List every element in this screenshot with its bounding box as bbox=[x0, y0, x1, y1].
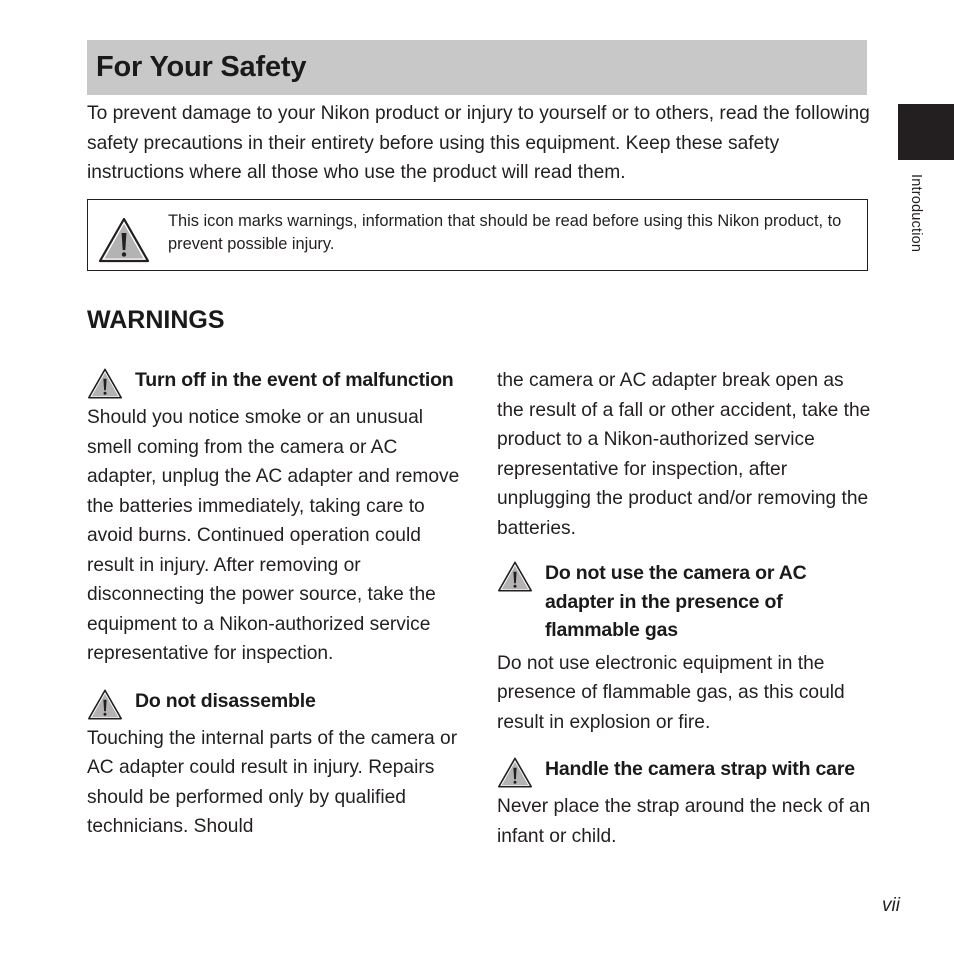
warning-triangle-icon bbox=[87, 368, 123, 399]
warning-item-body-continued: the camera or AC adapter break open as the result of a fall or other accident, take the product to a Nikon-authorized service representative for inspection, after unplugging the product and/or removing the batteries. bbox=[497, 370, 871, 539]
warning-item-body: Never place the strap around the neck of an infant or child. bbox=[497, 796, 871, 847]
notice-text: This icon marks warnings, information that should be read before using this Nikon product, to prevent possible injury. bbox=[168, 212, 842, 253]
page-number: vii bbox=[882, 895, 900, 916]
warning-item-header bbox=[87, 366, 462, 399]
notice-box bbox=[87, 199, 868, 271]
section-label: Introduction bbox=[908, 174, 924, 253]
warning-item bbox=[497, 559, 872, 737]
warning-item-body: Touching the internal parts of the camera or AC adapter could result in injury. Repairs should be performed only by qualified technicians. Should bbox=[87, 727, 458, 837]
page-title: For Your Safety bbox=[96, 51, 307, 83]
warning-item-body: Do not use electronic equipment in the presence of flammable gas, as this could result in explosion or fire. bbox=[497, 652, 845, 733]
warning-triangle-icon bbox=[497, 757, 533, 788]
warning-item bbox=[87, 687, 462, 842]
warning-item-title: Do not disassemble bbox=[135, 689, 316, 712]
warning-triangle-icon bbox=[497, 561, 533, 592]
warning-triangle-icon bbox=[98, 217, 150, 263]
warning-item-title: Turn off in the event of malfunction bbox=[135, 369, 454, 391]
warnings-column-right bbox=[497, 366, 872, 869]
warning-item bbox=[87, 366, 462, 669]
warning-item-header bbox=[87, 687, 462, 720]
warning-item-header bbox=[497, 559, 872, 645]
warnings-heading: WARNINGS bbox=[87, 306, 225, 334]
title-bar bbox=[87, 40, 867, 95]
intro-paragraph bbox=[87, 99, 877, 188]
warning-item bbox=[497, 755, 872, 851]
intro-text: To prevent damage to your Nikon product or injury to yourself or to others, read the following safety precautions in their entirety before using this equipment. Keep these safety instructions where all those who use the product will read them. bbox=[87, 103, 870, 183]
warning-item-body: Should you notice smoke or an unusual smell coming from the camera or AC adapter, unplug the AC adapter and remove the batteries immediately, taking care to avoid burns. Continued operation could result in injury. After removing or disconnecting the power source, take the equipment to a Nikon-authorized service representative for inspection. bbox=[87, 407, 460, 664]
warning-item-title: Handle the camera strap with care bbox=[545, 758, 855, 780]
section-tab-marker bbox=[898, 104, 954, 160]
warnings-column-left bbox=[87, 366, 462, 860]
warning-item-title: Do not use the camera or AC adapter in the presence of flammable gas bbox=[545, 562, 807, 641]
warning-item-header bbox=[497, 755, 872, 788]
warning-triangle-icon bbox=[87, 689, 123, 720]
